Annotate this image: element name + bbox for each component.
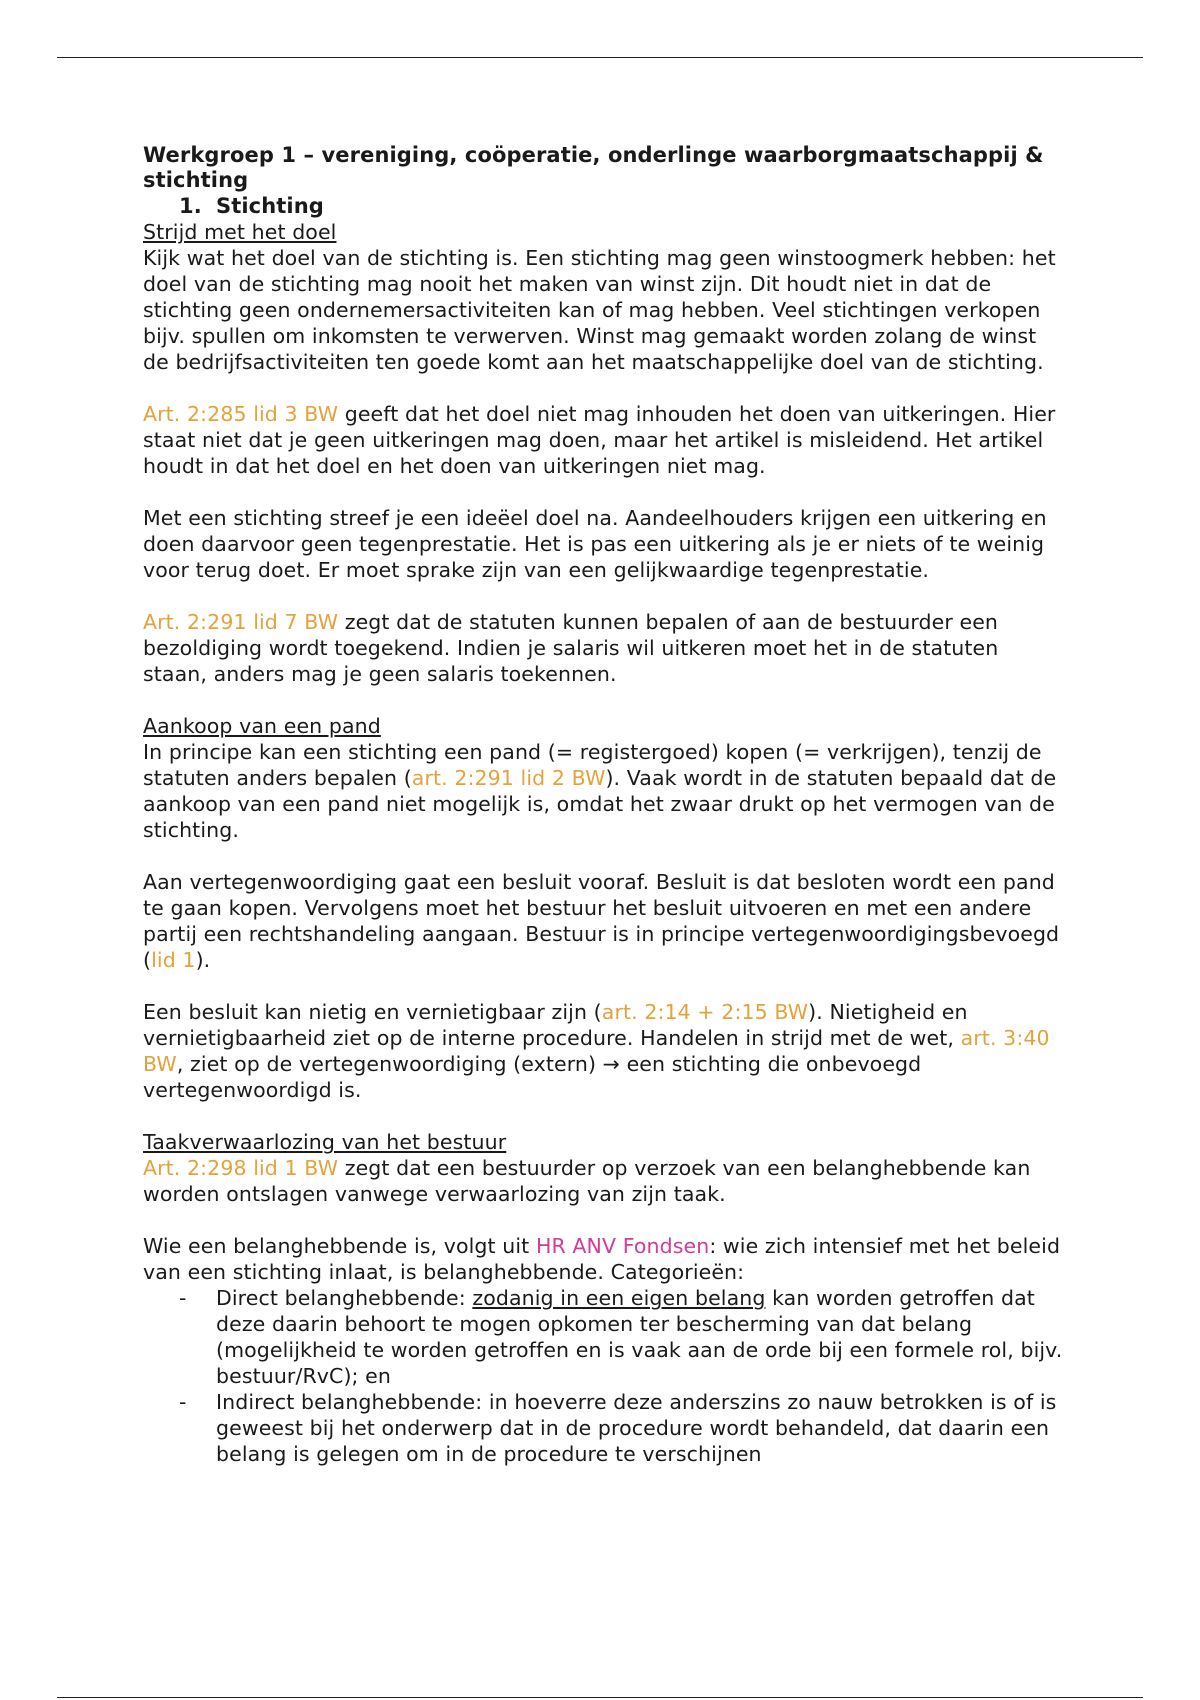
law-reference: Art. 2:298 lid 1 BW: [143, 1156, 339, 1180]
case-reference: HR ANV Fondsen: [535, 1234, 710, 1258]
paragraph: Art. 2:298 lid 1 BW zegt dat een bestuurder op verzoek van een belanghebbende kan worden ontslagen vanwege verwaarlozing van zijn taak.: [143, 1156, 1031, 1206]
law-reference: art. 3:40 BW: [143, 1026, 1050, 1076]
subheading-strijd: Strijd met het doel: [143, 220, 337, 244]
section-heading: [179, 193, 1063, 219]
document-title: Werkgroep 1 – vereniging, coöperatie, onderlinge waarborgmaatschappij & stichting: [143, 143, 1044, 192]
footer-rule: [57, 1697, 1143, 1698]
header-rule: [57, 57, 1143, 58]
paragraph: Aan vertegenwoordiging gaat een besluit vooraf. Besluit is dat besloten wordt een pand te gaan kopen. Vervolgens moet het bestuur het besluit uitvoeren en met een andere partij een rechtshandeling aangaan. Bestuur is in principe vertegenwoordigingsbevoegd (lid 1).: [143, 870, 1060, 972]
law-reference: art. 2:291 lid 2 BW: [411, 766, 606, 790]
paragraph: Wie een belanghebbende is, volgt uit HR ANV Fondsen: wie zich intensief met het beleid van een stichting inlaat, is belanghebbende. Categorieën:: [143, 1234, 1061, 1284]
paragraph: Art. 2:285 lid 3 BW geeft dat het doel niet mag inhouden het doen van uitkeringen. Hier staat niet dat je geen uitkeringen mag doen, maar het artikel is misleidend. Het artikel houdt in dat het doel en het doen van uitkeringen niet mag.: [143, 402, 1056, 478]
list-item: - Direct belanghebbende: zodanig in een eigen belang kan worden getroffen dat deze daarin behoort te mogen opkomen ter bescherming van dat belang (mogelijkheid te worden getroffen en is vaak aan de orde bij een formele rol, bijv. bestuur/RvC); en: [179, 1286, 1063, 1388]
law-reference: Art. 2:285 lid 3 BW: [143, 402, 339, 426]
paragraph: Een besluit kan nietig en vernietigbaar zijn (art. 2:14 + 2:15 BW). Nietigheid en vernietigbaarheid ziet op de interne procedure. Handelen in strijd met de wet, art. 3:40 BW, ziet op de vertegenwoordiging (extern) → een stichting die onbevoegd vertegenwoordigd is.: [143, 1000, 1050, 1102]
paragraph: Kijk wat het doel van de stichting is. Een stichting mag geen winstoogmerk hebben: het doel van de stichting mag nooit het maken van winst zijn. Dit houdt niet in dat de stichting geen ondernemersactiviteiten kan of mag hebben. Veel stichtingen verkopen bijv. spullen om inkomsten te verwerven. Winst mag gemaakt worden zolang de winst de bedrijfsactiviteiten ten goede komt aan het maatschappelijke doel van de stichting.: [143, 246, 1056, 374]
subheading-taakverwaarlozing: Taakverwaarlozing van het bestuur: [143, 1130, 507, 1154]
law-reference: Art. 2:291 lid 7 BW: [143, 610, 339, 634]
section-number: 1.: [179, 194, 202, 218]
paragraph: Art. 2:291 lid 7 BW zegt dat de statuten kunnen bepalen of aan de bestuurder een bezoldiging wordt toegekend. Indien je salaris wil uitkeren moet het in de statuten staan, anders mag je geen salaris toekennen.: [143, 610, 999, 686]
paragraph: Met een stichting streef je een ideëel doel na. Aandeelhouders krijgen een uitkering en doen daarvoor geen tegenprestatie. Het is pas een uitkering als je er niets of te weinig voor terug doet. Er moet sprake zijn van een gelijkwaardige tegenprestatie.: [143, 506, 1047, 582]
section-label: Stichting: [216, 194, 324, 218]
subheading-aankoop: Aankoop van een pand: [143, 714, 381, 738]
paragraph: In principe kan een stichting een pand (= registergoed) kopen (= verkrijgen), tenzij de statuten anders bepalen (art. 2:291 lid 2 BW). Vaak wordt in de statuten bepaald dat de aankoop van een pand niet mogelijk is, omdat het zwaar drukt op het vermogen van de stichting.: [143, 740, 1057, 842]
law-reference: art. 2:14 + 2:15 BW: [601, 1000, 809, 1024]
document-body: [143, 143, 1063, 1467]
law-reference: lid 1: [151, 948, 196, 972]
list-item: - Indirect belanghebbende: in hoeverre deze anderszins zo nauw betrokken is of is geweest bij het onderwerp dat in de procedure wordt behandeld, dat daarin een belang is gelegen om in de procedure te verschijnen: [179, 1390, 1057, 1466]
category-list: [143, 1285, 1063, 1467]
